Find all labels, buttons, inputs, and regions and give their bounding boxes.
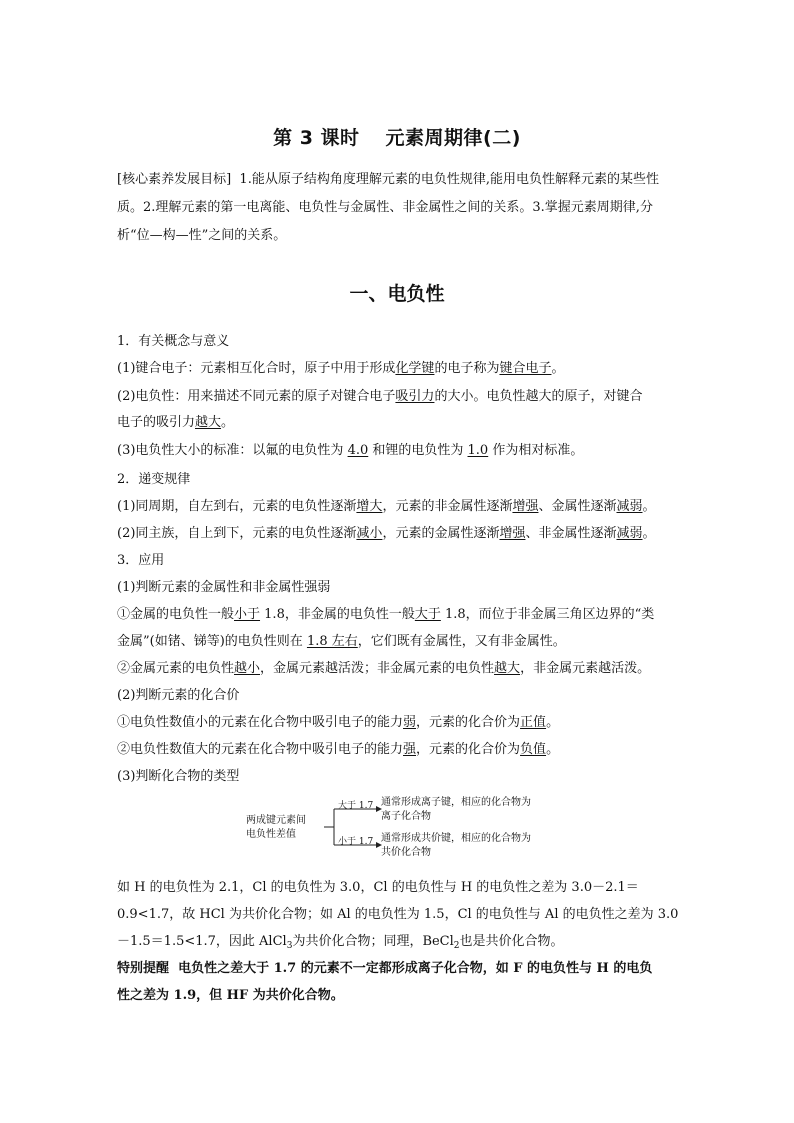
diagram-left-label: 两成键元素间 电负性差值 [246,815,306,840]
core-goals-text: 1.能从原子结构角度理解元素的电负性规律,能用电负性解释元素的某些性质。2.理解元素的第一电离能、电负性与金属性、非金属性之间的关系。3.掌握元素周期律,分析“位—构—性”之间的关系。 [117,172,659,243]
core-goals-label: [核心素养发展目标] [117,172,232,187]
lesson-number: 第 3 课时 [273,127,360,149]
application-sub-2: (2)判断元素的化合价 [117,688,240,703]
special-tip-line-2: 性之差为 1.9，但 HF 为共价化合物。 [117,988,344,1003]
answer-blank: 强 [403,742,417,757]
answer-blank: 弱 [403,715,417,730]
example-line-1: 如 H 的电负性为 2.1，Cl 的电负性为 3.0，Cl 的电负性与 H 的电负性之差为 3.0－2.1＝ [117,880,639,895]
answer-blank: 增大 [356,499,383,514]
answer-blank: 减弱 [616,526,643,541]
application-line-1c: ②金属元素的电负性越小，金属元素越活泼；非金属元素的电负性越大，非金属元素越活泼。 [117,661,651,676]
core-goals [117,166,677,250]
answer-blank: 大于 [414,607,441,622]
answer-blank: 减弱 [616,499,643,514]
trend-line-2: (2)同主族，自上到下，元素的电负性逐渐减小，元素的金属性逐渐增强、非金属性逐渐减弱。 [117,526,656,541]
bond-type-diagram [246,798,566,864]
concept-line-2: (2)电负性：用来描述不同元素的原子对键合电子吸引力的大小。电负性越大的原子，对键合 [117,389,643,404]
answer-blank: 键合电子 [499,361,552,376]
lesson-title [0,123,794,150]
application-sub-1: (1)判断元素的金属性和非金属性强弱 [117,580,331,595]
trend-heading: 2．递变规律 [117,472,191,487]
example-line-3: －1.5＝1.5<1.7，因此 AlCl$_3$为共价化合物；同理，BeCl$_2$也是共价化合物。 [117,934,564,951]
special-tip-line-1: 特别提醒 电负性之差大于 1.7 的元素不一定都形成离子化合物，如 F 的电负性与 H 的电负 [117,961,653,976]
diagram-lower-result: 通常形成共价键，相应的化合物为 共价化合物 [381,833,531,858]
answer-blank: 负值 [520,742,547,757]
application-line-2a: ①电负性数值小的元素在化合物中吸引电子的能力弱，元素的化合价为正值。 [117,715,560,730]
diagram-upper-result: 通常形成离子键，相应的化合物为 离子化合物 [381,797,531,822]
concepts-heading: 1．有关概念与意义 [117,334,230,349]
trend-line-1: (1)同周期，自左到右，元素的电负性逐渐增大，元素的非金属性逐渐增强、金属性逐渐减弱。 [117,499,656,514]
answer-blank: 越大 [195,415,222,430]
application-sub-3: (3)判断化合物的类型 [117,769,240,784]
concept-line-2b: 电子的吸引力越大。 [117,415,235,430]
answer-blank: 吸引力 [395,389,435,404]
lesson-topic: 元素周期律(二) [385,127,521,149]
answer-blank: 4.0 [347,443,369,458]
answer-blank: 越大 [494,661,521,676]
application-line-1a: ①金属的电负性一般小于 1.8，非金属的电负性一般大于 1.8，而位于非金属三角区边界的“类 [117,607,655,622]
application-line-2b: ②电负性数值大的元素在化合物中吸引电子的能力强，元素的化合价为负值。 [117,742,560,757]
concept-line-1: (1)键合电子：元素相互化合时，原子中用于形成化学键的电子称为键合电子。 [117,361,565,376]
example-line-2: 0.9<1.7，故 HCl 为共价化合物；如 Al 的电负性为 1.5，Cl 的电负性与 Al 的电负性之差为 3.0 [117,907,679,922]
answer-blank: 减小 [356,526,383,541]
diagram-lower-label: 小于 1.7 [338,837,374,847]
answer-blank: 增强 [499,526,526,541]
answer-blank: 化学键 [395,361,435,376]
answer-blank: 1.8 左右 [306,634,358,649]
special-tip-label: 特别提醒 [117,961,170,976]
application-line-1b: 金属”(如锗、锑等)的电负性则在 1.8 左右，它们既有金属性，又有非金属性。 [117,634,566,649]
diagram-upper-label: 大于 1.7 [338,801,374,811]
answer-blank: 越小 [234,661,261,676]
concept-line-3: (3)电负性大小的标准：以氟的电负性为 4.0 和锂的电负性为 1.0 作为相对标准。 [117,443,584,458]
answer-blank: 1.0 [467,443,489,458]
section-title: 一、电负性 [349,283,445,305]
answer-blank: 增强 [512,499,539,514]
answer-blank: 小于 [234,607,261,622]
application-heading: 3．应用 [117,553,165,568]
answer-blank: 正值 [520,715,547,730]
